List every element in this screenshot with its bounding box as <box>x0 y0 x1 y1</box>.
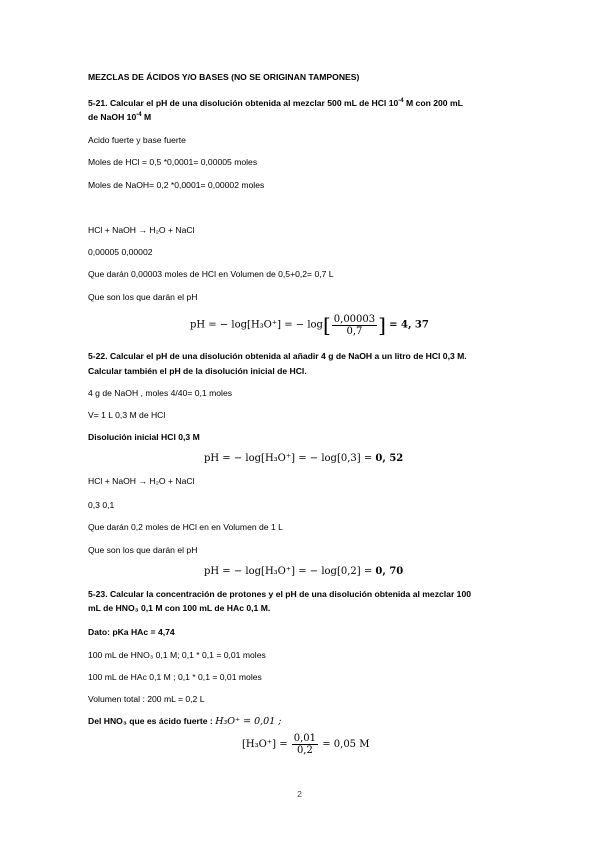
page-number: 2 <box>297 789 302 799</box>
problem-521-reaction: HCl + NaOH → H₂O + NaCl <box>88 225 195 235</box>
problem-523-line4-label: Del HNO₃ que es ácido fuerte : <box>88 716 216 726</box>
eq521-lhs: pH = − log[H₃O⁺] = − log <box>190 319 323 331</box>
eq521-numerator: 0,00003 <box>333 313 376 325</box>
problem-521-line5: Que son los que darán el pH <box>88 292 198 302</box>
problem-523-line1: 100 mL de HNO₃ 0,1 M; 0,1 * 0,1 = 0,01 moles <box>88 650 266 660</box>
eq523-lhs: [H₃O⁺] = <box>242 739 288 750</box>
problem-522-reaction: HCl + NaOH → H₂O + NaCl <box>88 476 195 486</box>
problem-522-line2: V= 1 L 0,3 M de HCl <box>88 410 166 420</box>
problem-521-line4: Que darán 0,00003 moles de HCl en Volumen de 0,5+0,2= 0,7 L <box>88 269 334 279</box>
problem-521-title-a: 5-21. Calcular el pH de una disolución obtenida al mezclar 500 mL de HCl 10 <box>88 97 399 108</box>
problem-521-exp1: -4 <box>398 98 404 104</box>
eq521-denominator: 0,7 <box>346 325 363 337</box>
problem-521-title-b: M con 200 mL <box>403 97 463 108</box>
eq523-result: = 0,05 M <box>322 739 370 750</box>
problem-522-title-line1: 5-22. Calcular el pH de una disolución obtenida al añadir 4 g de NaOH a un litro de HCl 0,3 M. <box>88 351 467 361</box>
problem-522-line1: 4 g de NaOH , moles 4/40= 0,1 moles <box>88 388 233 398</box>
problem-522-equation2 <box>204 566 403 577</box>
problem-522-line3: Disolución inicial HCl 0,3 M <box>88 432 200 442</box>
problem-523-line2: 100 mL de HAc 0,1 M ; 0,1 * 0,1 = 0,01 moles <box>88 672 262 682</box>
problem-521-exp2: -4 <box>136 112 142 118</box>
problem-521-line2: Moles de HCl = 0,5 *0,0001= 0,00005 moles <box>88 157 258 167</box>
problem-521-title-line2 <box>88 110 151 123</box>
problem-521-title-d: M <box>141 111 152 122</box>
eq521-result: = 4, 37 <box>389 319 429 331</box>
eq522b-result: 0, 70 <box>375 566 404 577</box>
problem-523-title-line1: 5-23. Calcular la concentración de protones y el pH de una disolución obtenida al mezclar 100 <box>88 589 472 599</box>
problem-523-dato: Dato: pKa HAc = 4,74 <box>88 627 175 637</box>
eq523-numerator: 0,01 <box>293 733 317 744</box>
problem-521-line3: Moles de NaOH= 0,2 *0,0001= 0,00002 moles <box>88 180 265 190</box>
eq522b-text: pH = − log[H₃O⁺] = − log[0,2] = <box>204 566 373 577</box>
section-heading: MEZCLAS DE ÁCIDOS Y/O BASES (NO SE ORIGINAN TAMPONES) <box>88 72 360 82</box>
problem-523-line4-expr: H₃O⁺ = 0,01 ; <box>215 716 282 727</box>
problem-522-line4: Que darán 0,2 moles de HCl en en Volumen de 1 L <box>88 522 283 532</box>
problem-521-title-c: de NaOH 10 <box>88 111 137 122</box>
problem-522-line5: Que son los que darán el pH <box>88 545 198 555</box>
problem-521-title-line1 <box>88 96 463 109</box>
problem-522-amounts: 0,3 0,1 <box>88 500 115 510</box>
problem-521-equation: pH = − log[H₃O⁺] = − log[ $\frac{0,00003}{0,7}$ ] = 4, 37 <box>190 313 429 337</box>
eq522a-text: pH = − log[H₃O⁺] = − log[0,3] = <box>204 453 373 464</box>
problem-523-line3: Volumen total : 200 mL = 0,2 L <box>88 694 205 704</box>
problem-523-equation <box>242 733 369 756</box>
eq523-denominator: 0,2 <box>296 745 313 756</box>
problem-523-line4 <box>88 716 281 727</box>
problem-523-title-line2: mL de HNO₃ 0,1 M con 100 mL de HAc 0,1 M. <box>88 603 271 613</box>
problem-521-amounts: 0,00005 0,00002 <box>88 247 153 257</box>
problem-522-equation1 <box>204 453 403 464</box>
eq522a-result: 0, 52 <box>375 453 404 464</box>
problem-521-line1: Acido fuerte y base fuerte <box>88 135 186 145</box>
problem-522-title-line2: Calcular también el pH de la disolución inicial de HCl. <box>88 366 307 376</box>
